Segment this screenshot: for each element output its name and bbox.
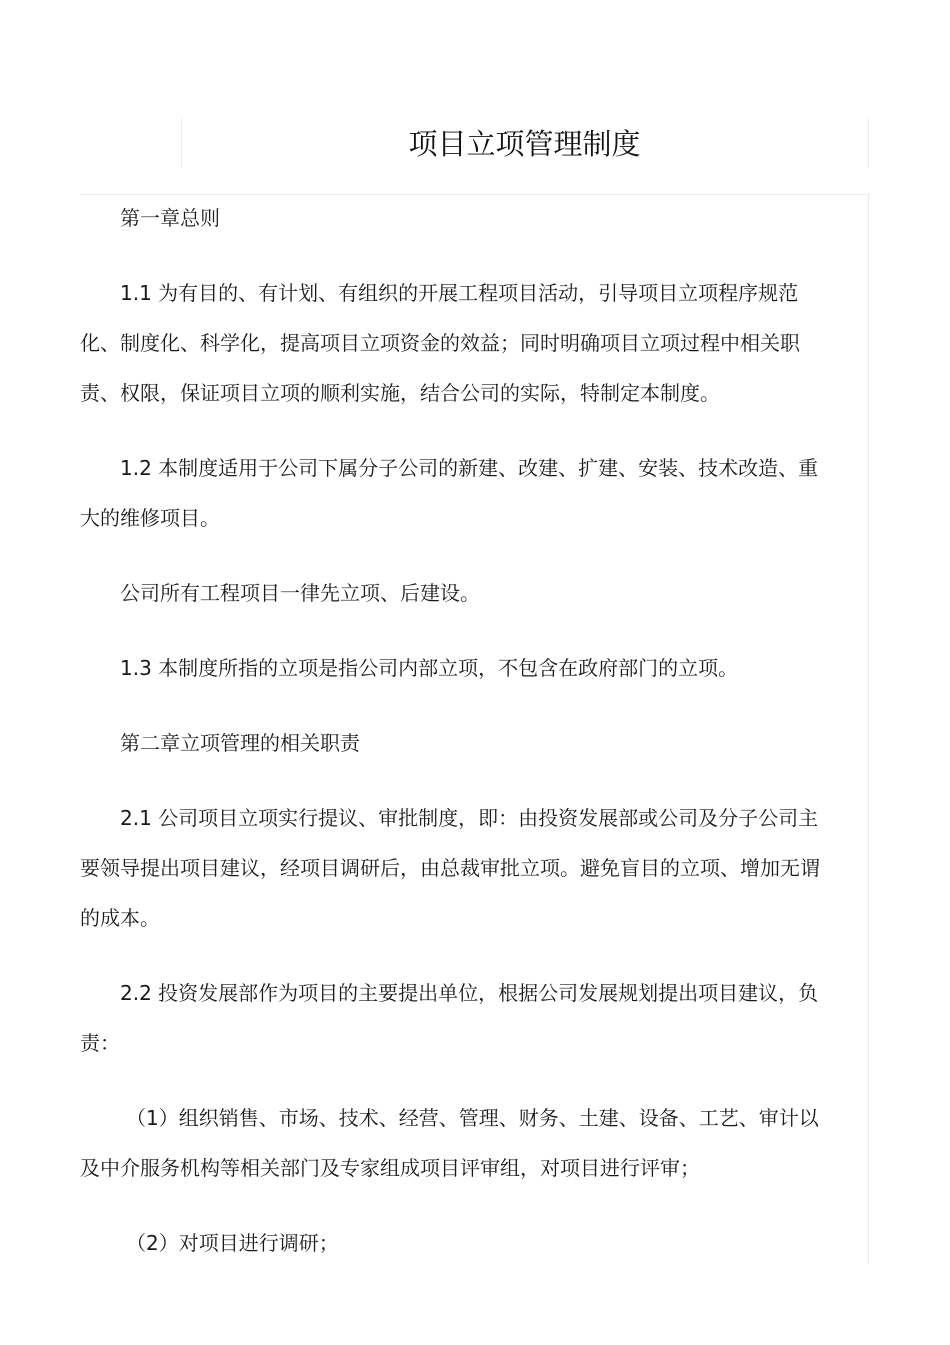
frame-line [868, 194, 869, 1264]
paragraph: 公司所有工程项目一律先立项、后建设。 [120, 581, 480, 605]
list-item: （2）对项目进行调研； [126, 1231, 339, 1255]
document-body [80, 193, 832, 1268]
document-title: 项目立项管理制度 [408, 127, 641, 161]
list-item: （1）组织销售、市场、技术、经营、管理、财务、土建、设备、工艺、审计以及中介服务机构等相关部门及专家组成项目评审组，对项目进行评审； [80, 1106, 819, 1180]
frame-line [868, 118, 869, 168]
paragraph: 1.1 为有目的、有计划、有组织的开展工程项目活动，引导项目立项程序规范化、制度化、科学化，提高项目立项资金的效益；同时明确项目立项过程中相关职责、权限，保证项目立项的顺利实施，结合公司的实际，特制定本制度。 [80, 281, 800, 405]
chapter-heading: 第二章立项管理的相关职责 [120, 731, 360, 755]
chapter-heading: 第一章总则 [120, 206, 220, 230]
paragraph: 2.1 公司项目立项实行提议、审批制度，即：由投资发展部或公司及分子公司主要领导提出项目建议，经项目调研后，由总裁审批立项。避免盲目的立项、增加无谓的成本。 [80, 806, 820, 930]
paragraph: 2.2 投资发展部作为项目的主要提出单位，根据公司发展规划提出项目建议，负责： [80, 981, 819, 1055]
paragraph: 1.3 本制度所指的立项是指公司内部立项，不包含在政府部门的立项。 [120, 656, 739, 680]
paragraph: 1.2 本制度适用于公司下属分子公司的新建、改建、扩建、安装、技术改造、重大的维修项目。 [80, 456, 819, 530]
